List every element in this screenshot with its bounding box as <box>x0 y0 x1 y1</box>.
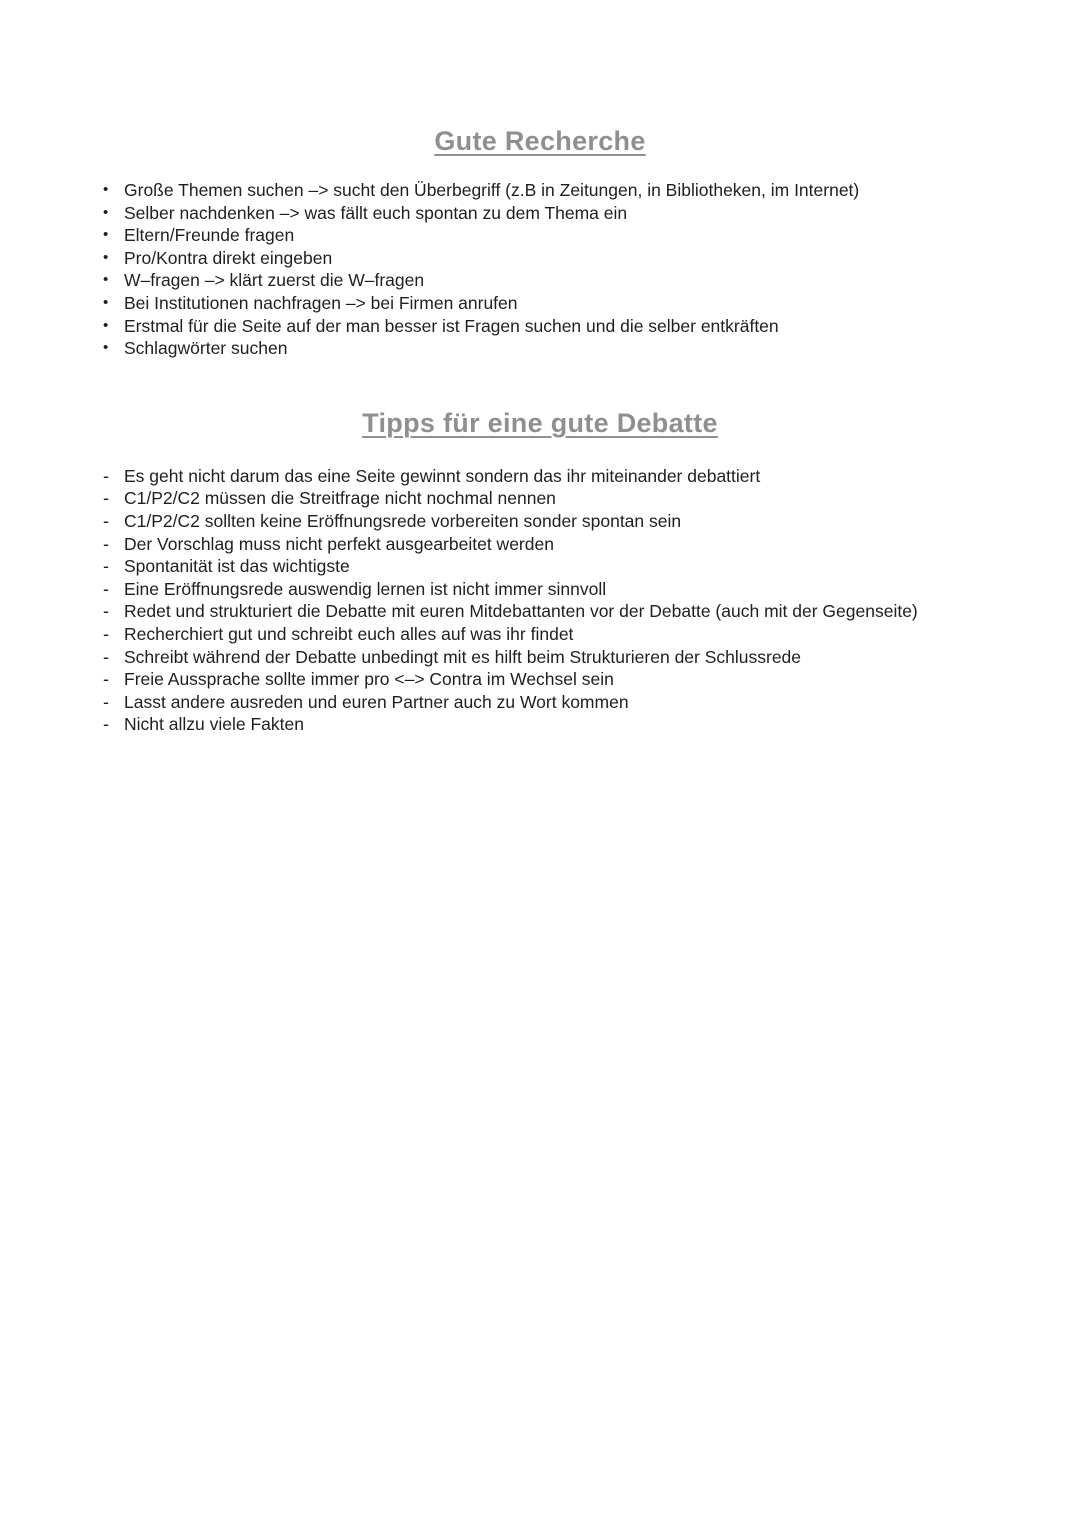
list-item <box>103 487 1003 510</box>
dash-marker: - <box>103 578 109 599</box>
list-item <box>103 600 1003 623</box>
dash-marker: - <box>103 488 109 509</box>
dash-marker: - <box>103 465 109 486</box>
list-item-text: Pro/Kontra direkt eingeben <box>124 247 333 268</box>
list-item-text: Redet und strukturiert die Debatte mit euren Mitdebattanten vor der Debatte (auch mit der Gegenseite) <box>124 601 918 622</box>
list-item-text: Spontanität ist das wichtigste <box>124 556 350 577</box>
bullet-marker: • <box>103 226 109 244</box>
bullet-marker: • <box>103 316 109 334</box>
dash-marker: - <box>103 691 109 712</box>
bullet-marker: • <box>103 203 109 221</box>
bullet-marker: • <box>103 339 109 357</box>
dash-marker: - <box>103 646 109 667</box>
list-item <box>103 315 1003 338</box>
bullet-marker: • <box>103 271 109 289</box>
list-item-text: Es geht nicht darum das eine Seite gewinnt sondern das ihr miteinander debattiert <box>124 465 761 486</box>
list-item <box>103 668 1003 691</box>
list-item <box>103 555 1003 578</box>
list-item <box>103 510 1003 533</box>
list-item-text: Freie Aussprache sollte immer pro <–> Contra im Wechsel sein <box>124 669 614 690</box>
list-item-text: Der Vorschlag muss nicht perfekt ausgearbeitet werden <box>124 533 554 554</box>
list-item-text: Schreibt während der Debatte unbedingt mit es hilft beim Strukturieren der Schlussrede <box>124 646 802 667</box>
list-item-text: Große Themen suchen –> sucht den Überbegriff (z.B in Zeitungen, in Bibliotheken, im Internet) <box>124 180 860 200</box>
dash-marker: - <box>103 623 109 644</box>
dash-marker: - <box>103 714 109 735</box>
list-item <box>103 623 1003 646</box>
list-item <box>103 646 1003 669</box>
bullet-marker: • <box>103 181 109 198</box>
list-item-text: C1/P2/C2 sollten keine Eröffnungsrede vorbereiten sonder spontan sein <box>124 510 682 531</box>
section-title-tipps-debatte: Tipps für eine gute Debatte <box>362 407 718 438</box>
bullet-marker: • <box>103 248 109 266</box>
list-item <box>103 292 1003 315</box>
list-item <box>103 269 1003 292</box>
list-item-text: Bei Institutionen nachfragen –> bei Firmen anrufen <box>124 292 518 313</box>
debatte-list <box>0 465 1080 736</box>
list-item <box>103 578 1003 601</box>
list-item <box>103 179 1003 202</box>
dash-marker: - <box>103 601 109 622</box>
list-item-text: Selber nachdenken –> was fällt euch spontan zu dem Thema ein <box>124 202 628 223</box>
list-item <box>103 691 1003 714</box>
section-tipps-debatte <box>0 408 1080 736</box>
list-item <box>103 202 1003 225</box>
dash-marker: - <box>103 510 109 531</box>
bullet-marker: • <box>103 293 109 311</box>
list-item-text: C1/P2/C2 müssen die Streitfrage nicht nochmal nennen <box>124 488 556 509</box>
list-item-text: Recherchiert gut und schreibt euch alles auf was ihr findet <box>124 623 574 644</box>
list-item <box>103 465 1003 488</box>
list-item-text: W–fragen –> klärt zuerst die W–fragen <box>124 270 425 291</box>
list-item-text: Nicht allzu viele Fakten <box>124 714 304 735</box>
list-item <box>103 337 1003 360</box>
list-item <box>103 713 1003 736</box>
dash-marker: - <box>103 533 109 554</box>
list-item <box>103 533 1003 556</box>
dash-marker: - <box>103 556 109 577</box>
dash-marker: - <box>103 669 109 690</box>
list-item-text: Eine Eröffnungsrede auswendig lernen ist nicht immer sinnvoll <box>124 578 607 599</box>
list-item-text: Lasst andere ausreden und euren Partner auch zu Wort kommen <box>124 691 629 712</box>
list-item <box>103 247 1003 270</box>
recherche-list <box>0 179 1080 360</box>
list-item-text: Schlagwörter suchen <box>124 338 288 359</box>
list-item <box>103 224 1003 247</box>
list-item-text: Eltern/Freunde fragen <box>124 225 295 246</box>
section-title-gute-recherche: Gute Recherche <box>434 126 646 156</box>
list-item-text: Erstmal für die Seite auf der man besser ist Fragen suchen und die selber entkräften <box>124 315 779 336</box>
section-gute-recherche <box>0 126 1080 360</box>
